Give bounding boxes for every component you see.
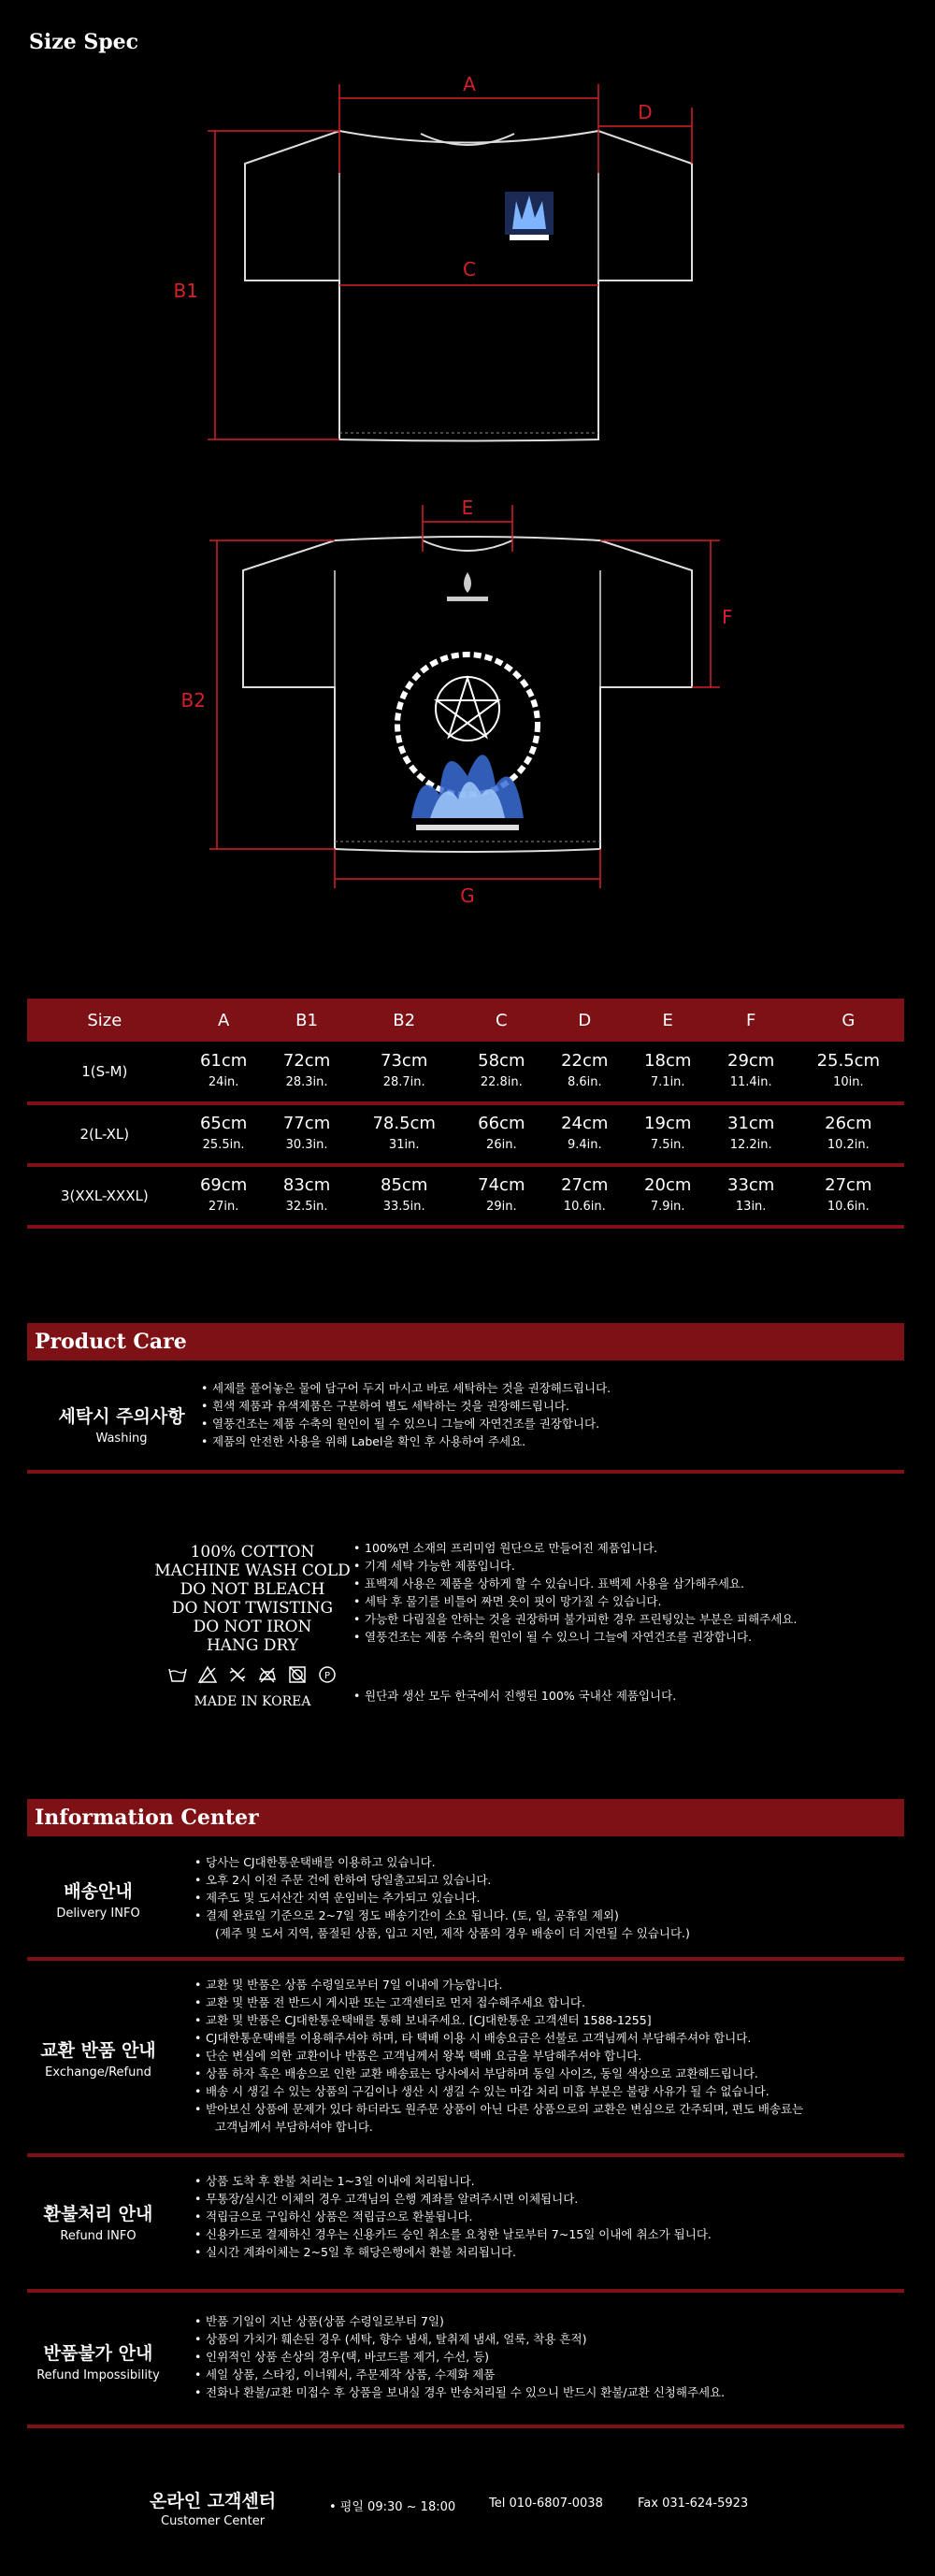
washing-title-kr: 세탁시 주의사항 bbox=[58, 1406, 185, 1427]
cm-value: 65cm bbox=[199, 1114, 248, 1133]
refund-impossible-title-en: Refund Impossibility bbox=[36, 2368, 160, 2382]
inch-value: 13in. bbox=[735, 1200, 767, 1214]
cm-value: 26cm bbox=[825, 1114, 872, 1133]
list-item: • 세일 상품, 스타킹, 이너웨서, 주문제작 상품, 수제화 제품 bbox=[194, 2366, 725, 2383]
list-item: • 교환 및 반품은 CJ대한통운택배를 통해 보내주세요. [CJ대한통운 고객센터 1588-1255] bbox=[194, 2011, 803, 2029]
list-item: • 제주도 및 도서산간 지역 운임비는 추가되고 있습니다. bbox=[194, 1889, 690, 1907]
list-item: • 신용카드로 결제하신 경우는 신용카드 승인 취소를 요청한 날로부터 7~15일 이내에 취소가 됩니다. bbox=[194, 2225, 712, 2243]
inch-value: 25.5in. bbox=[202, 1138, 245, 1152]
cm-value: 61cm bbox=[199, 1051, 248, 1071]
table-row bbox=[27, 1165, 904, 1227]
header-cell: D bbox=[543, 999, 626, 1042]
refund-title bbox=[5, 2200, 192, 2243]
cm-value: 20cm bbox=[644, 1175, 692, 1195]
list-item: • 배송 시 생길 수 있는 상품의 구김이나 생산 시 생길 수 있는 마감 처리 미흡 부분은 불량 사유가 될 수 없습니다. bbox=[194, 2082, 803, 2100]
delivery-title-kr: 배송안내 bbox=[64, 1881, 133, 1902]
product-care-header: Product Care bbox=[27, 1323, 904, 1360]
size-value-cell bbox=[266, 1103, 349, 1165]
refund-title-en: Refund INFO bbox=[60, 2229, 137, 2243]
size-table bbox=[27, 999, 904, 1229]
refund-title-kr: 환불처리 안내 bbox=[43, 2204, 153, 2224]
dim-label-d: D bbox=[638, 101, 653, 123]
size-value-cell bbox=[543, 1042, 626, 1103]
size-value-cell bbox=[182, 1103, 266, 1165]
brand-logo-icon bbox=[505, 192, 554, 240]
size-value-cell bbox=[710, 1042, 793, 1103]
cm-value: 58cm bbox=[478, 1051, 525, 1071]
flame-pentagram-print-icon bbox=[397, 655, 538, 830]
cm-value: 25.5cm bbox=[816, 1051, 881, 1071]
inch-value: 9.4in. bbox=[567, 1138, 602, 1152]
care-label-line: 100% COTTON bbox=[190, 1543, 315, 1561]
exchange-title-en: Exchange/Refund bbox=[45, 2065, 151, 2080]
size-name-cell: 2(L-XL) bbox=[27, 1103, 182, 1165]
customer-center-title bbox=[150, 2487, 276, 2528]
cm-value: 22cm bbox=[561, 1051, 609, 1071]
size-value-cell bbox=[460, 1042, 543, 1103]
refund-bullets bbox=[194, 2172, 712, 2261]
header-cell: B2 bbox=[349, 999, 460, 1042]
inch-value: 10.6in. bbox=[827, 1200, 870, 1214]
size-value-cell bbox=[543, 1103, 626, 1165]
tshirt-front-diagram bbox=[0, 70, 935, 463]
size-value-cell bbox=[182, 1165, 266, 1227]
inch-value: 28.3in. bbox=[285, 1075, 328, 1089]
information-center-header: Information Center bbox=[27, 1799, 904, 1836]
inch-value: 8.6in. bbox=[567, 1075, 602, 1089]
list-item: • 100%면 소재의 프리미엄 원단으로 만들어진 제품입니다. bbox=[353, 1539, 797, 1557]
list-item: • 결제 완료일 기준으로 2~7일 정도 배송기간이 소요 됩니다. (토, 일, 공휴일 제외) bbox=[194, 1907, 690, 1924]
cm-value: 72cm bbox=[282, 1051, 331, 1071]
care-label-line: DO NOT TWISTING bbox=[171, 1599, 334, 1618]
cm-value: 78.5cm bbox=[372, 1114, 436, 1133]
origin-bullets bbox=[353, 1687, 676, 1705]
inch-value: 11.4in. bbox=[729, 1075, 772, 1089]
list-item: • 제품의 안전한 사용을 위해 Label을 확인 후 사용하여 주세요. bbox=[201, 1432, 611, 1450]
delivery-bullets bbox=[194, 1853, 690, 1942]
svg-text:P: P bbox=[324, 1671, 331, 1681]
washing-title-en: Washing bbox=[95, 1432, 148, 1446]
care-label-line: DO NOT BLEACH bbox=[180, 1580, 325, 1599]
dim-label-g: G bbox=[460, 885, 475, 907]
table-row bbox=[27, 1042, 904, 1103]
care-icons bbox=[140, 1664, 365, 1685]
inch-value: 27in. bbox=[208, 1200, 239, 1214]
list-item: • 열풍건조는 제품 수축의 원인이 될 수 있으니 그늘에 자연건조를 권장합니다. bbox=[201, 1415, 611, 1432]
list-item: • 교환 및 반품은 상품 수령일로부터 7일 이내에 가능합니다. bbox=[194, 1976, 803, 1993]
size-value-cell bbox=[793, 1103, 904, 1165]
list-item: • 상품의 가치가 훼손된 경우 (세탁, 향수 냄새, 탈취제 냄새, 얼룩, 착용 흔적) bbox=[194, 2330, 725, 2348]
size-value-cell bbox=[349, 1165, 460, 1227]
list-item: • 세탁 후 물기를 비틀어 짜면 옷이 핏이 망가질 수 있습니다. bbox=[353, 1592, 797, 1610]
size-value-cell bbox=[349, 1042, 460, 1103]
inch-value: 31in. bbox=[388, 1138, 420, 1152]
dim-label-e: E bbox=[461, 496, 474, 519]
inch-value: 10.6in. bbox=[563, 1200, 606, 1214]
cm-value: 66cm bbox=[478, 1114, 525, 1133]
size-value-cell bbox=[266, 1165, 349, 1227]
customer-center-title-kr: 온라인 고객센터 bbox=[150, 2491, 277, 2511]
delivery-title-en: Delivery INFO bbox=[56, 1907, 140, 1921]
divider bbox=[27, 2425, 904, 2428]
list-item-note: (제주 및 도서 지역, 품절된 상품, 입고 지연, 제작 상품의 경우 배송이 더 지연될 수 있습니다.) bbox=[215, 1926, 690, 1940]
list-item: • 오후 2시 이전 주문 건에 한하여 당일출고되고 있습니다. bbox=[194, 1871, 690, 1889]
cm-value: 74cm bbox=[478, 1175, 525, 1195]
header-cell: C bbox=[460, 999, 543, 1042]
washing-bullets bbox=[201, 1379, 611, 1450]
table-row bbox=[27, 1103, 904, 1165]
cm-value: 69cm bbox=[199, 1175, 248, 1195]
business-hours: • 평일 09:30 ~ 18:00 bbox=[329, 2500, 456, 2514]
header-cell: G bbox=[793, 999, 904, 1042]
cm-value: 77cm bbox=[282, 1114, 331, 1133]
list-item: • 적립금으로 구입하신 상품은 적립금으로 환불됩니다. bbox=[194, 2208, 712, 2225]
no-twist-icon bbox=[227, 1664, 248, 1685]
inch-value: 12.2in. bbox=[729, 1138, 772, 1152]
list-item: • 상품 하자 혹은 배송으로 인한 교환 배송료는 당사에서 부담하며 동일 사이즈, 동일 색상으로 교환해드립니다. bbox=[194, 2065, 803, 2082]
list-item: • 표백제 사용은 제품을 상하게 할 수 있습니다. 표백제 사용을 삼가해주세요. bbox=[353, 1575, 797, 1592]
dry-clean-icon bbox=[317, 1664, 338, 1685]
dim-label-b1: B1 bbox=[173, 280, 198, 302]
inch-value: 28.7in. bbox=[382, 1075, 425, 1089]
size-value-cell bbox=[793, 1165, 904, 1227]
list-item: • 무통장/실시간 이체의 경우 고객님의 은행 계좌를 알려주시면 이체됩니다. bbox=[194, 2190, 712, 2208]
refund-impossible-title-kr: 반품불가 안내 bbox=[43, 2343, 153, 2364]
cm-value: 27cm bbox=[561, 1175, 609, 1195]
inch-value: 26in. bbox=[486, 1138, 517, 1152]
fax-number: Fax 031-624-5923 bbox=[638, 2497, 749, 2511]
header-cell: Size bbox=[27, 999, 182, 1042]
inch-value: 30.3in. bbox=[285, 1138, 328, 1152]
size-value-cell bbox=[793, 1042, 904, 1103]
exchange-bullets bbox=[194, 1976, 803, 2136]
size-value-cell bbox=[460, 1165, 543, 1227]
list-item: • 기계 세탁 가능한 제품입니다. bbox=[353, 1557, 797, 1575]
list-item: • 당사는 CJ대한통운택배를 이용하고 있습니다. bbox=[194, 1853, 690, 1871]
delivery-title bbox=[5, 1878, 192, 1921]
no-tumble-dry-icon bbox=[287, 1664, 308, 1685]
size-value-cell bbox=[266, 1042, 349, 1103]
header-cell: E bbox=[626, 999, 710, 1042]
divider bbox=[27, 2153, 904, 2157]
no-iron-icon bbox=[257, 1664, 278, 1685]
list-item: • 가능한 다림질을 안하는 것을 권장하며 불가피한 경우 프린팅있는 부분은 피해주세요. bbox=[353, 1610, 797, 1628]
exchange-title-kr: 교환 반품 안내 bbox=[40, 2040, 156, 2061]
cm-value: 24cm bbox=[561, 1114, 609, 1133]
list-item: • 원단과 생산 모두 한국에서 진행된 100% 국내산 제품입니다. bbox=[353, 1687, 676, 1705]
list-item: • 세제를 풀어놓은 물에 담구어 두지 마시고 바로 세탁하는 것을 권장해드립니다. bbox=[201, 1379, 611, 1397]
dim-label-c: C bbox=[463, 258, 476, 281]
size-value-cell bbox=[460, 1103, 543, 1165]
divider bbox=[27, 2289, 904, 2293]
size-value-cell bbox=[543, 1165, 626, 1227]
header-cell: B1 bbox=[266, 999, 349, 1042]
phone-number[interactable]: Tel 010-6807-0038 bbox=[489, 2497, 603, 2511]
size-table-header bbox=[27, 999, 904, 1042]
header-cell: A bbox=[182, 999, 266, 1042]
size-name-cell: 1(S-M) bbox=[27, 1042, 182, 1103]
exchange-title bbox=[5, 2036, 192, 2080]
list-item: • 단순 변심에 의한 교환이나 반품은 고객님께서 왕복 택배 요금을 부담해주셔야 합니다. bbox=[194, 2047, 803, 2065]
customer-center-title-en: Customer Center bbox=[161, 2514, 266, 2528]
size-value-cell bbox=[626, 1103, 710, 1165]
list-item: • 상품 도착 후 환불 처리는 1~3일 이내에 처리됩니다. bbox=[194, 2172, 712, 2190]
no-bleach-icon bbox=[197, 1664, 218, 1685]
cm-value: 85cm bbox=[381, 1175, 428, 1195]
inch-value: 10in. bbox=[833, 1075, 864, 1089]
header-cell: F bbox=[710, 999, 793, 1042]
list-item: • 열풍건조는 제품 수축의 원인이 될 수 있으니 그늘에 자연건조를 권장합니다. bbox=[353, 1628, 797, 1646]
inch-value: 24in. bbox=[208, 1075, 239, 1089]
inch-value: 22.8in. bbox=[480, 1075, 523, 1089]
list-item: • 인위적인 상품 손상의 경우(택, 바코드를 제거, 수선, 등) bbox=[194, 2348, 725, 2366]
list-item: • 실시간 계좌이체는 2~5일 후 해당은행에서 환불 처리됩니다. bbox=[194, 2243, 712, 2261]
size-value-cell bbox=[710, 1103, 793, 1165]
list-item: • 받아보신 상품에 문제가 있다 하더라도 원주문 상품이 아닌 다른 상품으로의 교환은 변심으로 간주되며, 편도 배송료는 bbox=[194, 2100, 803, 2118]
size-value-cell bbox=[182, 1042, 266, 1103]
back-neck-logo-icon bbox=[447, 572, 488, 601]
dim-label-b2: B2 bbox=[180, 689, 206, 712]
dim-label-a: A bbox=[463, 73, 476, 95]
cm-value: 83cm bbox=[282, 1175, 331, 1195]
wash-30-icon bbox=[167, 1664, 188, 1685]
list-item: • 반품 기일이 지난 상품(상품 수령일로부터 7일) bbox=[194, 2312, 725, 2330]
tshirt-back-diagram bbox=[0, 496, 935, 916]
cm-value: 29cm bbox=[727, 1051, 775, 1071]
care-label bbox=[140, 1543, 365, 1709]
inch-value: 7.1in. bbox=[650, 1075, 685, 1089]
list-item: • CJ대한통운택배를 이용해주셔야 하며, 타 택배 이용 시 배송요금은 선불로 고객님께서 부담해주셔야 합니다. bbox=[194, 2029, 803, 2047]
size-name-cell: 3(XXL-XXXL) bbox=[27, 1165, 182, 1227]
cm-value: 31cm bbox=[727, 1114, 775, 1133]
inch-value: 7.5in. bbox=[650, 1138, 685, 1152]
size-value-cell bbox=[349, 1103, 460, 1165]
size-spec-title: Size Spec bbox=[29, 30, 139, 54]
list-item: • 전화나 환불/교환 미접수 후 상품을 보내실 경우 반송처리될 수 있으니 반드시 환불/교환 신청해주세요. bbox=[194, 2383, 725, 2401]
care-label-line: HANG DRY bbox=[206, 1636, 299, 1655]
care-label-line: DO NOT IRON bbox=[193, 1618, 312, 1636]
cm-value: 73cm bbox=[381, 1051, 428, 1071]
divider bbox=[27, 1470, 904, 1474]
list-item: • 흰색 제품과 유색제품은 구분하여 별도 세탁하는 것을 권장해드립니다. bbox=[201, 1397, 611, 1415]
refund-impossible-title bbox=[5, 2339, 192, 2382]
inch-value: 32.5in. bbox=[285, 1200, 328, 1214]
size-value-cell bbox=[710, 1165, 793, 1227]
inch-value: 33.5in. bbox=[382, 1200, 425, 1214]
cm-value: 33cm bbox=[727, 1175, 775, 1195]
size-value-cell bbox=[626, 1165, 710, 1227]
refund-impossible-bullets bbox=[194, 2312, 725, 2401]
inch-value: 10.2in. bbox=[827, 1138, 870, 1152]
material-bullets bbox=[353, 1539, 797, 1646]
washing-title bbox=[28, 1403, 215, 1446]
cm-value: 19cm bbox=[644, 1114, 692, 1133]
dim-label-f: F bbox=[722, 606, 733, 628]
care-label-line: MACHINE WASH COLD bbox=[154, 1561, 351, 1580]
cm-value: 27cm bbox=[825, 1175, 872, 1195]
list-item: • 교환 및 반품 전 반드시 게시판 또는 고객센터로 먼저 접수해주세요 합니다. bbox=[194, 1993, 803, 2011]
inch-value: 7.9in. bbox=[650, 1200, 685, 1214]
cm-value: 18cm bbox=[644, 1051, 692, 1071]
made-in-label: MADE IN KOREA bbox=[194, 1694, 311, 1709]
size-value-cell bbox=[626, 1042, 710, 1103]
divider bbox=[27, 1957, 904, 1961]
list-item-note: 고객님께서 부담하셔야 합니다. bbox=[215, 2120, 373, 2134]
inch-value: 29in. bbox=[486, 1200, 517, 1214]
